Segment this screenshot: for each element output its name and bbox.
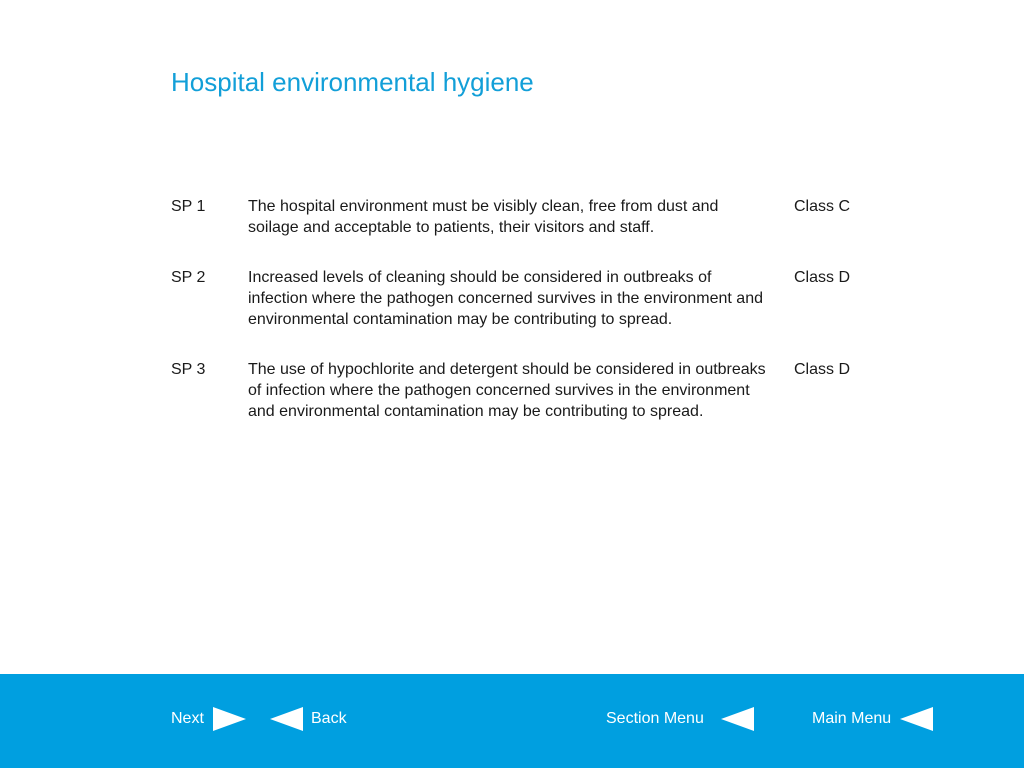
back-button[interactable] (270, 704, 347, 734)
back-label: Back (311, 710, 347, 727)
page-title: Hospital environmental hygiene (171, 67, 534, 97)
recommendation-code: SP 1 (171, 198, 206, 215)
recommendation-code: SP 2 (171, 269, 206, 286)
next-button[interactable] (171, 704, 246, 734)
arrow-right-icon[interactable] (213, 707, 246, 731)
recommendation-code: SP 3 (171, 361, 206, 378)
arrow-left-icon[interactable] (270, 707, 303, 731)
main-menu-button[interactable] (812, 704, 933, 734)
recommendation-row (171, 359, 871, 422)
recommendation-text: The use of hypochlorite and detergent should be considered in outbreaks of infection where the pathogen concerned survives in the environment and environmental contamination may be contributing to spread. (248, 361, 766, 420)
recommendation-text: The hospital environment must be visibly clean, free from dust and soilage and acceptable to patients, their visitors and staff. (248, 198, 719, 236)
recommendation-class: Class D (794, 269, 851, 286)
recommendations-list (171, 196, 871, 422)
footer-nav-bar (0, 674, 1024, 768)
arrow-left-icon[interactable] (721, 707, 754, 731)
main-menu-label: Main Menu (812, 710, 892, 727)
recommendation-class: Class C (794, 198, 851, 215)
recommendation-text: Increased levels of cleaning should be considered in outbreaks of infection where the pathogen concerned survives in the environment and environmental contamination may be contributing to spread. (248, 269, 763, 328)
next-label: Next (171, 710, 204, 727)
recommendation-row (171, 267, 871, 330)
arrow-left-icon[interactable] (900, 707, 933, 731)
section-menu-button[interactable] (606, 704, 754, 734)
recommendation-row (171, 196, 871, 238)
section-menu-label: Section Menu (606, 710, 704, 727)
recommendation-class: Class D (794, 361, 851, 378)
